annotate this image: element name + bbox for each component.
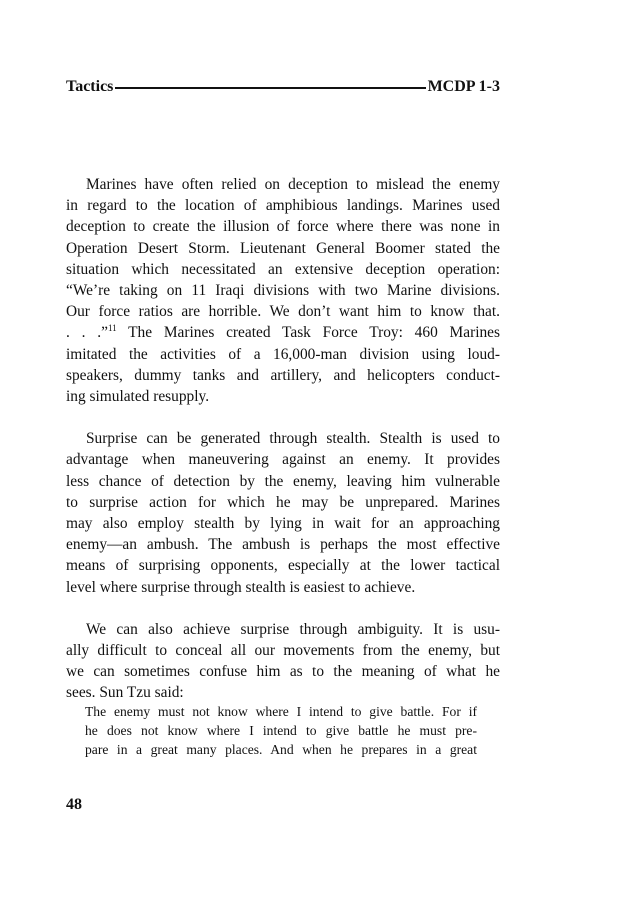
text-line: Our force ratios are horrible. We don’t want him to know that. bbox=[66, 303, 500, 321]
text-line: means of surprising opponents, especially at the lower tactical bbox=[66, 557, 500, 575]
header-section-title: Tactics bbox=[66, 78, 114, 95]
quote-end: . . .” bbox=[66, 324, 108, 342]
text-line: sees. Sun Tzu said: bbox=[66, 684, 184, 702]
text-continuation: The Marines created Task Force Troy: 460 Marines bbox=[116, 324, 500, 342]
text-line: deception to create the illusion of force where there was none in bbox=[66, 218, 500, 236]
footnote-ref[interactable]: 11 bbox=[107, 323, 117, 334]
header-rule bbox=[115, 87, 425, 89]
text-line: enemy—an ambush. The ambush is perhaps the most effective bbox=[66, 536, 500, 554]
text-line: speakers, dummy tanks and artillery, and helicopters conduct- bbox=[66, 366, 500, 384]
text-line: to surprise action for which he may be unprepared. Marines bbox=[66, 493, 500, 511]
text-line: ing simulated resupply. bbox=[66, 388, 210, 406]
text-line: situation which necessitated an extensive deception operation: bbox=[66, 260, 500, 278]
page-number: 48 bbox=[66, 796, 82, 813]
quote-line: he does not know where I intend to give battle he must pre- bbox=[85, 723, 477, 738]
text-line: less chance of detection by the enemy, leaving him vulnerable bbox=[66, 472, 500, 490]
paragraph-stealth bbox=[66, 428, 500, 598]
running-header bbox=[66, 77, 500, 97]
header-document-id: MCDP 1-3 bbox=[427, 78, 500, 95]
quote-line: pare in a great many places. And when he prepares in a great bbox=[85, 742, 477, 757]
paragraph-deception bbox=[66, 174, 500, 407]
text-line: Marines have often relied on deception to mislead the enemy bbox=[86, 176, 500, 193]
text-line: imitated the activities of a 16,000-man division using loud- bbox=[66, 345, 500, 363]
body-text bbox=[66, 174, 500, 725]
sun-tzu-quote bbox=[85, 702, 477, 759]
text-line: ally difficult to conceal all our movements from the enemy, but bbox=[66, 642, 500, 660]
text-line: “We’re taking on 11 Iraqi divisions with two Marine divisions. bbox=[66, 282, 500, 300]
text-line: Surprise can be generated through stealth. Stealth is used to bbox=[86, 430, 500, 448]
text-line-with-footnote bbox=[66, 322, 500, 343]
text-line: We can also achieve surprise through ambiguity. It is usu- bbox=[86, 620, 500, 638]
text-line: Operation Desert Storm. Lieutenant General Boomer stated the bbox=[66, 239, 500, 257]
text-line: in regard to the location of amphibious landings. Marines used bbox=[66, 197, 500, 215]
paragraph-ambiguity bbox=[66, 619, 500, 704]
text-line: we can sometimes confuse him as to the meaning of what he bbox=[66, 663, 500, 681]
text-line: advantage when maneuvering against an enemy. It provides bbox=[66, 451, 500, 469]
text-line: level where surprise through stealth is easiest to achieve. bbox=[66, 578, 416, 596]
text-line: may also employ stealth by lying in wait for an approaching bbox=[66, 515, 500, 533]
quote-line: The enemy must not know where I intend to give battle. For if bbox=[85, 704, 477, 719]
